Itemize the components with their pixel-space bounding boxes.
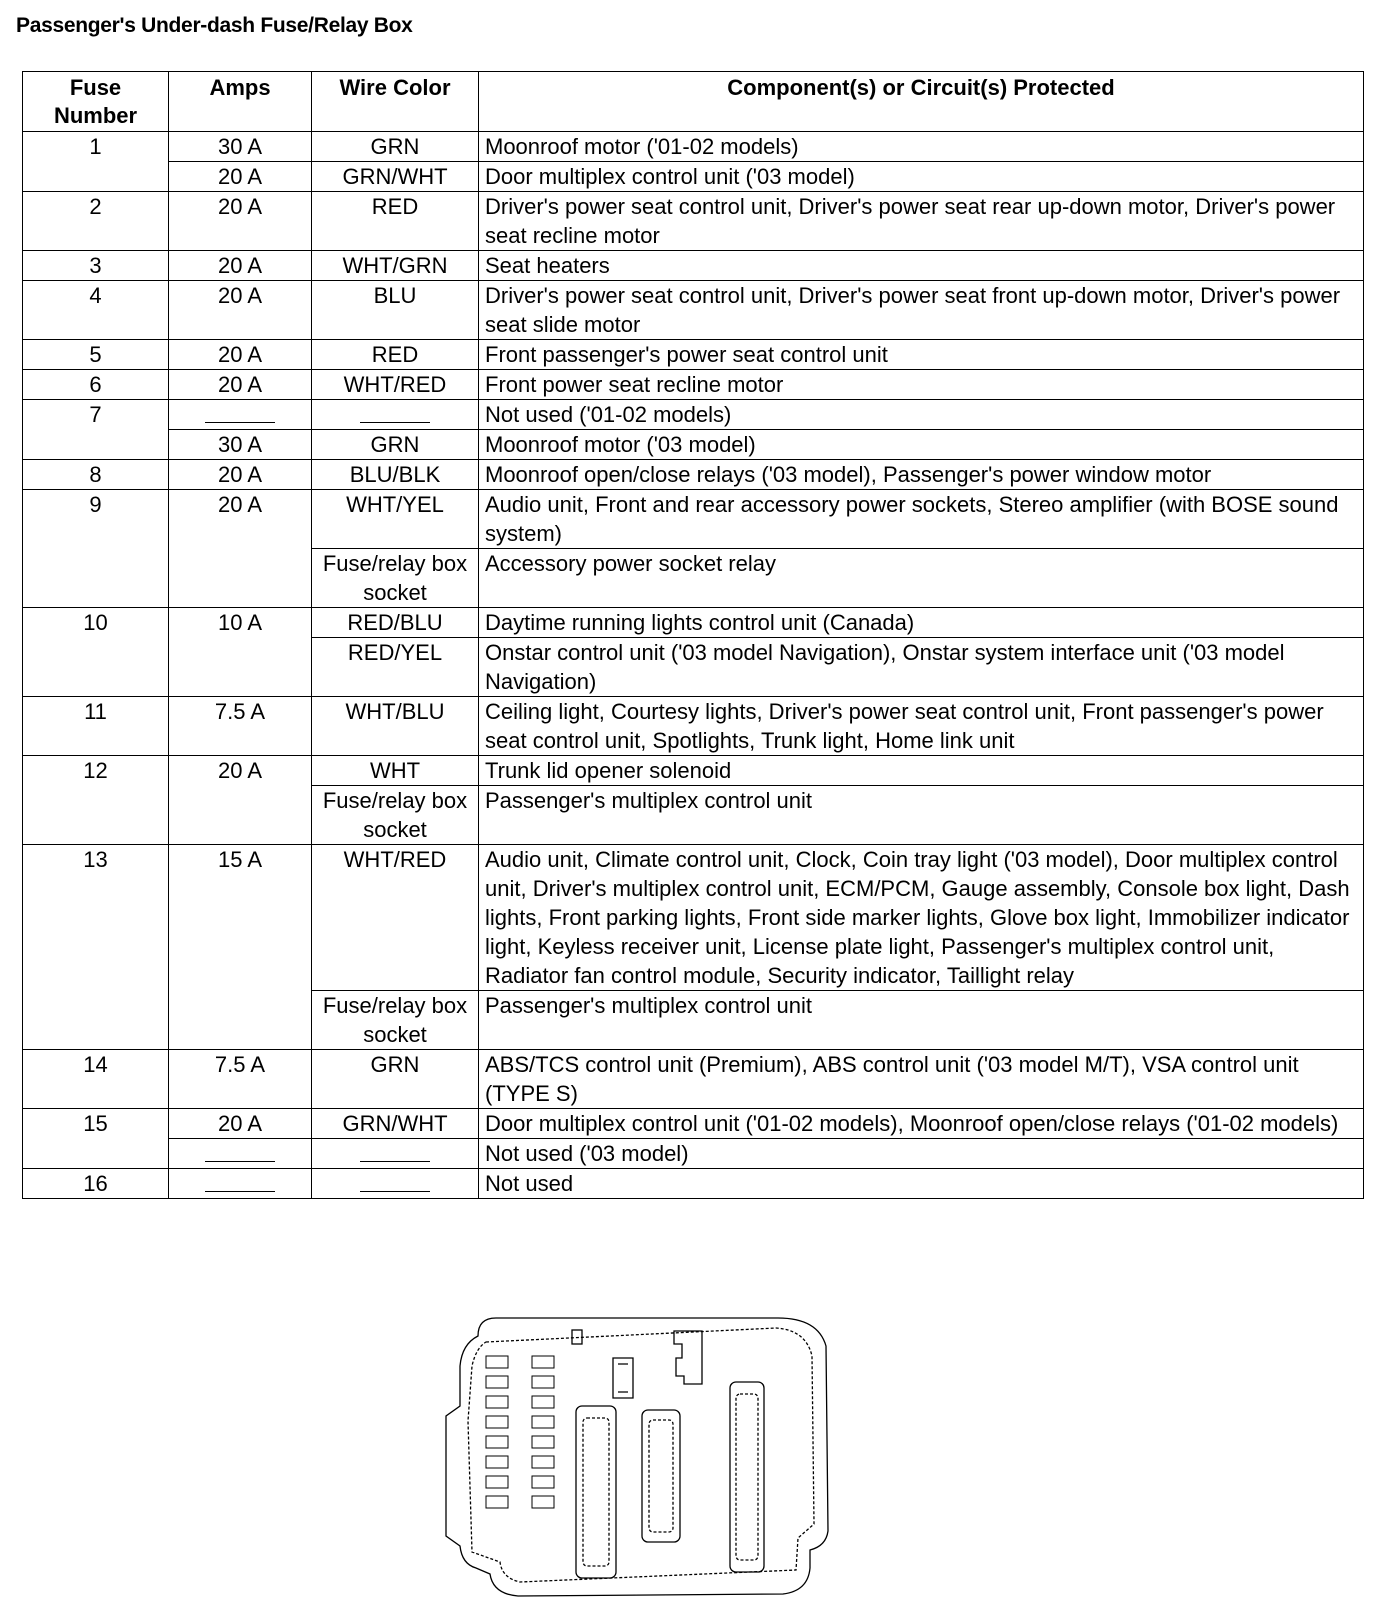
component-cell: Front passenger's power seat control unit: [479, 340, 1364, 370]
table-row: [23, 370, 1364, 400]
wire-color-cell-empty: [312, 1139, 479, 1169]
component-cell: Passenger's multiplex control unit: [479, 991, 1364, 1050]
dash-line: [360, 422, 430, 423]
fuse-number-cell: 11: [23, 697, 169, 756]
component-cell: Not used ('01-02 models): [479, 400, 1364, 430]
fuse-number-cell: 16: [23, 1169, 169, 1199]
table-row: [23, 1050, 1364, 1109]
table-row: [23, 845, 1364, 991]
amps-cell: 20 A: [169, 251, 312, 281]
fuse-number-cell: 4: [23, 281, 169, 340]
fuse-number-cell: 6: [23, 370, 169, 400]
fuse-column-left: [486, 1356, 508, 1508]
fuse-column-right: [532, 1356, 554, 1508]
wire-color-cell: GRN: [312, 1050, 479, 1109]
amps-cell: 15 A: [169, 845, 312, 1050]
wire-color-cell-empty: [312, 400, 479, 430]
wire-color-cell: Fuse/relay box socket: [312, 549, 479, 608]
wire-color-cell: WHT/RED: [312, 845, 479, 991]
component-cell: Door multiplex control unit ('01-02 models), Moonroof open/close relays ('01-02 models): [479, 1109, 1364, 1139]
table-row: [23, 608, 1364, 638]
component-cell: Seat heaters: [479, 251, 1364, 281]
amps-cell: 30 A: [169, 132, 312, 162]
component-cell: ABS/TCS control unit (Premium), ABS control unit ('03 model M/T), VSA control unit (TYPE S): [479, 1050, 1364, 1109]
relay-socket: [613, 1358, 633, 1398]
relay-block-inner: [736, 1394, 758, 1560]
component-cell: Moonroof motor ('03 model): [479, 430, 1364, 460]
fuse-table: [22, 71, 1364, 1199]
table-row: [23, 1169, 1364, 1199]
wire-color-cell: BLU/BLK: [312, 460, 479, 490]
wire-color-cell: GRN/WHT: [312, 162, 479, 192]
fuse-number-cell: 1: [23, 132, 169, 192]
table-row: [23, 460, 1364, 490]
amps-cell-empty: [169, 1139, 312, 1169]
amps-cell: 20 A: [169, 490, 312, 608]
header-fuse-number: Fuse Number: [23, 72, 169, 132]
dash-line: [205, 1161, 275, 1162]
amps-cell: 20 A: [169, 281, 312, 340]
wire-color-cell: RED/YEL: [312, 638, 479, 697]
wire-color-cell: WHT/BLU: [312, 697, 479, 756]
table-row: [23, 490, 1364, 549]
amps-cell: 10 A: [169, 608, 312, 697]
component-cell: Passenger's multiplex control unit: [479, 786, 1364, 845]
component-cell: Audio unit, Climate control unit, Clock, Coin tray light ('03 model), Door multiplex control unit, Driver's multiplex control unit, ECM/PCM, Gauge assembly, Console box light, Dash lights, Front parking lights, Front side marker lights, Glove box light, Immobilizer indicator light, Keyless receiver unit, License plate light, Passenger's multiplex control unit, Radiator fan control module, Security indicator, Taillight relay: [479, 845, 1364, 991]
component-cell: Not used: [479, 1169, 1364, 1199]
fuse-number-cell: 10: [23, 608, 169, 697]
amps-cell: 20 A: [169, 756, 312, 845]
fuse-box-diagram: [438, 1306, 838, 1606]
wire-color-cell: RED: [312, 192, 479, 251]
header-component: Component(s) or Circuit(s) Protected: [479, 72, 1364, 132]
header-row: [23, 72, 1364, 132]
table-row: [23, 697, 1364, 756]
fuse-number-cell: 9: [23, 490, 169, 608]
wire-color-cell: GRN: [312, 430, 479, 460]
wire-color-cell: BLU: [312, 281, 479, 340]
component-cell: Trunk lid opener solenoid: [479, 756, 1364, 786]
component-cell: Not used ('03 model): [479, 1139, 1364, 1169]
amps-cell: 30 A: [169, 430, 312, 460]
component-cell: Audio unit, Front and rear accessory power sockets, Stereo amplifier (with BOSE sound system): [479, 490, 1364, 549]
component-cell: Door multiplex control unit ('03 model): [479, 162, 1364, 192]
component-cell: Moonroof motor ('01-02 models): [479, 132, 1364, 162]
table-row: [23, 756, 1364, 786]
relay-block-inner: [649, 1420, 673, 1532]
wire-color-cell: Fuse/relay box socket: [312, 786, 479, 845]
fuse-number-cell: 14: [23, 1050, 169, 1109]
wire-color-cell: GRN: [312, 132, 479, 162]
fuse-number-cell: 5: [23, 340, 169, 370]
component-cell: Ceiling light, Courtesy lights, Driver's power seat control unit, Front passenger's power seat control unit, Spotlights, Trunk light, Home link unit: [479, 697, 1364, 756]
wire-color-cell: WHT/GRN: [312, 251, 479, 281]
table-row: [23, 400, 1364, 430]
component-cell: Driver's power seat control unit, Driver's power seat front up-down motor, Driver's power seat slide motor: [479, 281, 1364, 340]
relay-block-inner: [583, 1418, 609, 1566]
component-cell: Driver's power seat control unit, Driver's power seat rear up-down motor, Driver's power seat recline motor: [479, 192, 1364, 251]
fuse-number-cell: 13: [23, 845, 169, 1050]
component-cell: Moonroof open/close relays ('03 model), Passenger's power window motor: [479, 460, 1364, 490]
table-row: [23, 1109, 1364, 1139]
fuse-number-cell: 15: [23, 1109, 169, 1169]
dash-line: [360, 1191, 430, 1192]
relay-block: [576, 1406, 616, 1578]
table-row: [23, 192, 1364, 251]
dash-line: [205, 1191, 275, 1192]
table-row: [23, 430, 1364, 460]
amps-cell: 20 A: [169, 1109, 312, 1139]
amps-cell: 7.5 A: [169, 697, 312, 756]
fuse-box-outline: [446, 1318, 828, 1596]
wire-color-cell: WHT: [312, 756, 479, 786]
table-row: [23, 340, 1364, 370]
relay-block: [642, 1410, 680, 1542]
component-cell: Front power seat recline motor: [479, 370, 1364, 400]
amps-cell: 20 A: [169, 460, 312, 490]
fuse-number-cell: 3: [23, 251, 169, 281]
fuse-number-cell: 8: [23, 460, 169, 490]
wire-color-cell-empty: [312, 1169, 479, 1199]
fuse-number-cell: 7: [23, 400, 169, 460]
table-row: [23, 281, 1364, 340]
fuse-box-inner-outline: [468, 1328, 814, 1582]
dash-line: [205, 422, 275, 423]
amps-cell: 20 A: [169, 370, 312, 400]
amps-cell-empty: [169, 1169, 312, 1199]
amps-cell: 20 A: [169, 192, 312, 251]
wire-color-cell: GRN/WHT: [312, 1109, 479, 1139]
fuse-number-cell: 2: [23, 192, 169, 251]
relay-block: [730, 1382, 764, 1572]
wire-color-cell: WHT/YEL: [312, 490, 479, 549]
component-cell: Onstar control unit ('03 model Navigation), Onstar system interface unit ('03 model Navigation): [479, 638, 1364, 697]
table-row: [23, 1139, 1364, 1169]
dash-line: [360, 1161, 430, 1162]
table-row: [23, 162, 1364, 192]
amps-cell: 7.5 A: [169, 1050, 312, 1109]
header-wire-color: Wire Color: [312, 72, 479, 132]
component-cell: Accessory power socket relay: [479, 549, 1364, 608]
amps-cell: 20 A: [169, 162, 312, 192]
wire-color-cell: WHT/RED: [312, 370, 479, 400]
wire-color-cell: RED/BLU: [312, 608, 479, 638]
page-title: Passenger's Under-dash Fuse/Relay Box: [16, 14, 413, 37]
table-row: [23, 132, 1364, 162]
relay-socket: [674, 1331, 702, 1384]
table-row: [23, 251, 1364, 281]
component-cell: Daytime running lights control unit (Canada): [479, 608, 1364, 638]
wire-color-cell: RED: [312, 340, 479, 370]
header-amps: Amps: [169, 72, 312, 132]
wire-color-cell: Fuse/relay box socket: [312, 991, 479, 1050]
fuse-number-cell: 12: [23, 756, 169, 845]
amps-cell-empty: [169, 400, 312, 430]
amps-cell: 20 A: [169, 340, 312, 370]
